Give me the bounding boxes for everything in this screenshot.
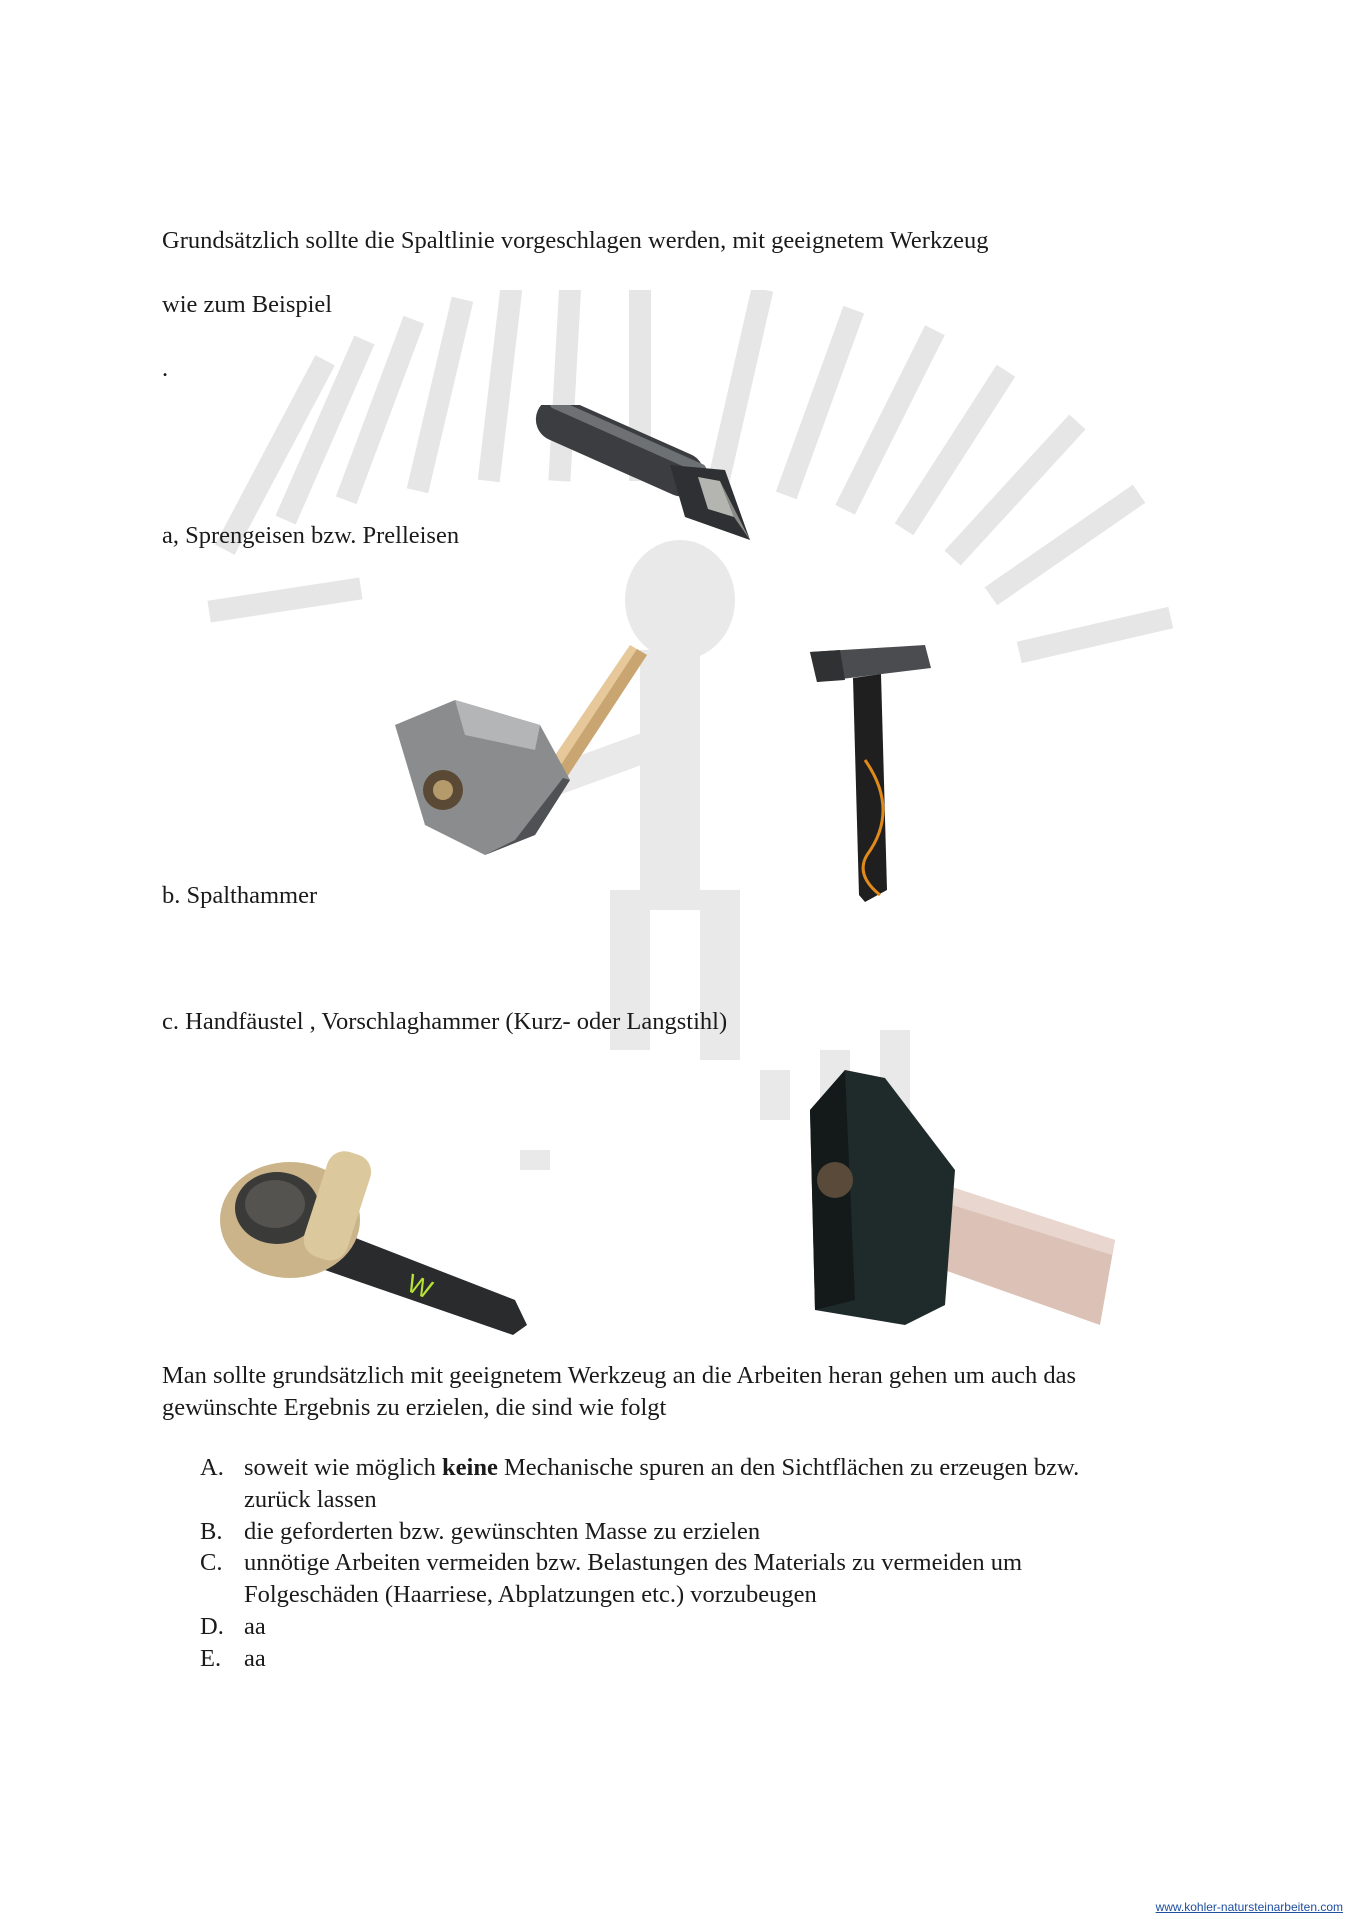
list-letter: B. [200, 1517, 223, 1545]
tool-a-label: a, Sprengeisen bzw. Prelleisen [162, 522, 460, 549]
chisel-image [520, 405, 760, 545]
list-text: die geforderten bzw. gewünschten Masse zu erzielen [244, 1517, 761, 1545]
footer-website-link[interactable]: www.kohler-natursteinarbeiten.com [1155, 1900, 1343, 1914]
list-text: aa [244, 1612, 266, 1640]
intro-dot: . [162, 355, 169, 382]
list-text-bold: keine [442, 1454, 498, 1481]
vorschlaghammer-image [810, 1070, 1120, 1325]
list-letter: C. [200, 1549, 223, 1577]
handfaeustel-image [215, 1130, 545, 1335]
list-text: unnötige Arbeiten vermeiden bzw. Belastungen des Materials zu vermeiden um [244, 1549, 1023, 1577]
list-text: aa [244, 1644, 266, 1672]
list-item [200, 1452, 1079, 1516]
list-item [200, 1547, 1079, 1611]
hammer-image [805, 640, 940, 905]
list-text-continuation: Folgeschäden (Haarriese, Abplatzungen etc.) vorzubeugen [244, 1581, 817, 1609]
list-item [200, 1516, 1079, 1548]
list-text-pre: soweit wie möglich [244, 1454, 443, 1481]
intro-line-1: Grundsätzlich sollte die Spaltlinie vorgeschlagen werden, mit geeignetem Werkzeug [162, 227, 989, 254]
svg-text:W: W [402, 1267, 437, 1305]
tool-c-label: c. Handfäustel , Vorschlaghammer (Kurz- oder Langstihl) [162, 1008, 728, 1035]
list-item [200, 1643, 1079, 1675]
list-letter: E. [200, 1644, 222, 1672]
tool-b-label: b. Spalthammer [162, 882, 318, 909]
list-text-post: Mechanische spuren an den Sichtflächen zu erzeugen bzw. [497, 1454, 1080, 1481]
spalthammer-image [385, 640, 655, 865]
list-item [200, 1611, 1079, 1643]
list-text-continuation: zurück lassen [244, 1485, 377, 1513]
list-letter: D. [200, 1612, 224, 1640]
paragraph-line-2: gewünschte Ergebnis zu erzielen, die sind wie folgt [162, 1394, 667, 1421]
paragraph-line-1: Man sollte grundsätzlich mit geeignetem Werkzeug an die Arbeiten heran gehen um auch das [162, 1362, 1076, 1389]
intro-line-2: wie zum Beispiel [162, 291, 333, 318]
requirements-list [200, 1452, 1079, 1675]
list-letter: A. [200, 1454, 224, 1481]
